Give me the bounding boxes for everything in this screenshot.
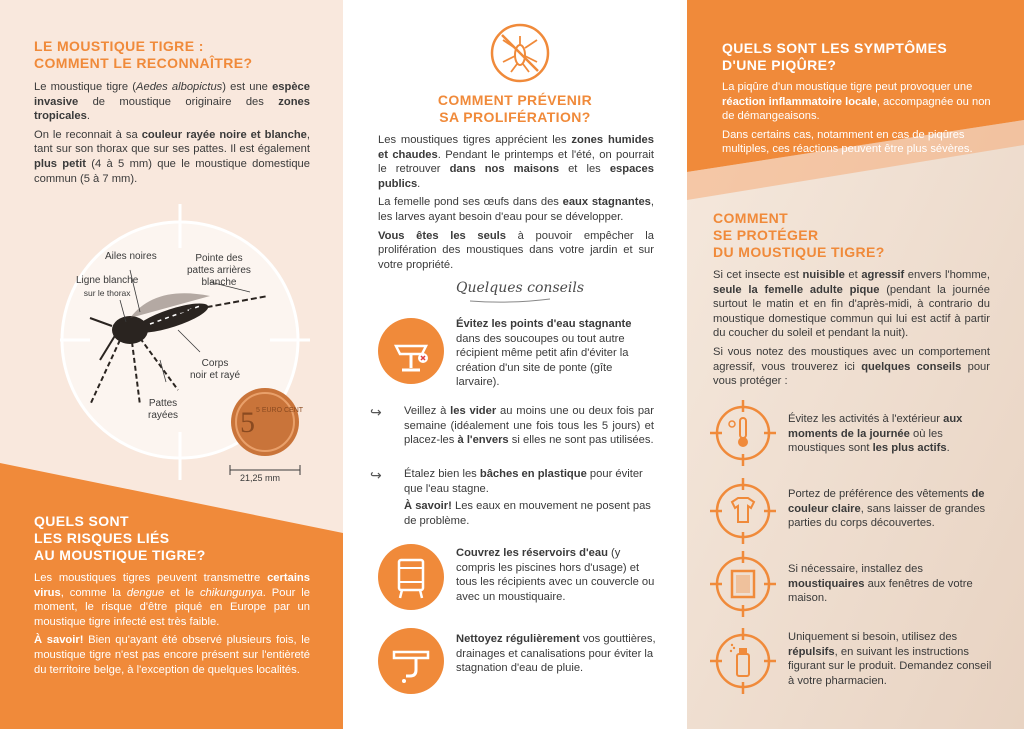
advice-clothing: Portez de préférence des vêtements de couleur claire, sans laisser de grandes parties du corps découvertes.: [788, 488, 986, 530]
thermometer-sun-icon: [710, 400, 776, 466]
size-label: 21,25 mm: [240, 473, 281, 483]
risk-title: QUELS SONT LES RISQUES LIÉS AU MOUSTIQUE TIGRE?: [34, 513, 206, 563]
coin-icon: [231, 388, 304, 456]
prevent-title: COMMENT PRÉVENIR SA PROLIFÉRATION?: [437, 92, 593, 125]
protect-p1: Si cet insecte est nuisible et agressif envers l'homme, seule la femelle adulte pique (pendant la journée surtout le matin et en fin d'après-midi, à contrario du moustique domestique commun qui lui est actif à partir du coucher du soleil et pendant la nuit).: [713, 269, 990, 340]
prevent-body: [378, 133, 654, 276]
label-corps: Corps noir et rayé: [190, 358, 241, 381]
gutter-icon: [378, 628, 444, 694]
tips-heading: Quelques conseils: [456, 280, 585, 296]
sub-tip-tarps: Étalez bien les bâches en plastique pour éviter que l'eau stagne.: [404, 468, 643, 495]
symptoms-p2: Dans certains cas, notamment en cas de piqûres multiples, ces réactions peuvent être plus sévères.: [722, 128, 973, 156]
recognize-p2: On le reconnait à sa couleur rayée noire et blanche, tant sur son thorax que sur ses pattes. Il est également plus petit (4 à 5 mm) que le moustique domestique commun (5 à 7 mm).: [34, 128, 311, 185]
svg-text:5: 5: [240, 406, 255, 439]
prevent-p3: Vous êtes les seuls à pouvoir empêcher la prolifération des moustiques dans votre jardin et sur votre propriété.: [378, 229, 654, 271]
mosquito-illustration: [60, 200, 310, 490]
label-ailes: Ailes noires: [105, 251, 157, 262]
protect-body: [713, 268, 990, 393]
advice-timing: Évitez les activités à l'extérieur aux moments de la journée où les moustiques sont les plus actifs.: [788, 413, 963, 455]
advice-repellent: Uniquement si besoin, utilisez des répulsifs, en suivant les instructions figurant sur le produit. Demandez conseil à votre pharmacien.: [788, 631, 992, 687]
label-pattes: Pattes rayées: [148, 398, 179, 421]
tip-cover-tanks: Couvrez les réservoirs d'eau (y compris les piscines hors d'usage) et tous les récipients avec un couvercle ou avec un moustiquaire.: [456, 547, 655, 603]
risk-p2: À savoir! Bien qu'ayant été observé plusieurs fois, le moustique tigre n'est pas encore présent sur l'entièreté du territoire belge, à l'exception de quelques localités.: [34, 634, 311, 676]
sub-tip-empty: Veillez à les vider au moins une ou deux fois par semaine (idéalement une fois tous les 5 jours) et placez-les à l'envers si elles ne sont pas utilisées.: [404, 405, 654, 447]
protect-title: COMMENT SE PROTÉGER DU MOUSTIQUE TIGRE?: [713, 210, 885, 260]
recognize-title: LE MOUSTIQUE TIGRE : COMMENT LE RECONNAÎTRE?: [34, 38, 253, 71]
label-pointe: Pointe des pattes arrières blanche: [187, 253, 251, 288]
risk-p1: Les moustiques tigres peuvent transmettre certains virus, comme la dengue et le chikungunya. Pour le moment, le risque d'être piqué en Europe par un moustique tigre infecté est très faible.: [34, 572, 310, 628]
advice-screens: Si nécessaire, installez des moustiquaires aux fenêtres de votre maison.: [788, 563, 973, 605]
tip-stagnant-water: Évitez les points d'eau stagnante dans des soucoupes ou tout autre récipient même petit afin d'éviter la création d'un site de ponte (gîte larvaire).: [456, 318, 632, 389]
no-mosquito-icon: [489, 22, 551, 84]
birdbath-icon: [378, 318, 444, 384]
risk-body: [34, 571, 310, 681]
tip-clean-gutters: Nettoyez régulièrement vos gouttières, drainages et canalisations pour éviter la stagnation d'eau de pluie.: [456, 633, 656, 675]
protect-p2: Si vous notez des moustiques avec un comportement agressif, vous trouverez ici quelques conseils pour vous protéger :: [713, 345, 991, 388]
svg-text:5 EURO CENT: 5 EURO CENT: [256, 407, 304, 414]
arrow-icon: ↪: [370, 404, 382, 420]
repellent-spray-icon: [710, 628, 776, 694]
sub-tip-moving-water: À savoir! Les eaux en mouvement ne posent pas de problème.: [404, 500, 651, 527]
symptoms-title: QUELS SONT LES SYMPTÔMES D'UNE PIQÛRE?: [722, 40, 948, 73]
arrow-icon: ↪: [370, 467, 382, 483]
tips-underline: [470, 298, 550, 304]
symptoms-body: [722, 80, 994, 161]
recognize-body: [34, 80, 310, 190]
clothing-icon: [710, 478, 776, 544]
water-tank-icon: [378, 544, 444, 610]
prevent-p2: La femelle pond ses œufs dans des eaux stagnantes, les larves ayant besoin d'eau pour se développer.: [378, 196, 654, 223]
window-screen-icon: [710, 551, 776, 617]
recognize-p1: Le moustique tigre (Aedes albopictus) est une espèce invasive de moustique originaire des zones tropicales.: [34, 81, 311, 123]
label-ligne: Ligne blanche sur le thorax: [76, 275, 139, 298]
prevent-p1: Les moustiques tigres apprécient les zones humides et chaudes. Pendant le printemps et l'été, on pourrait le retrouver dans nos maisons et les espaces publics.: [378, 134, 654, 190]
symptoms-p1: La piqûre d'un moustique tigre peut provoquer une réaction inflammatoire locale, accompagnée ou non de démangeaisons.: [722, 81, 991, 123]
